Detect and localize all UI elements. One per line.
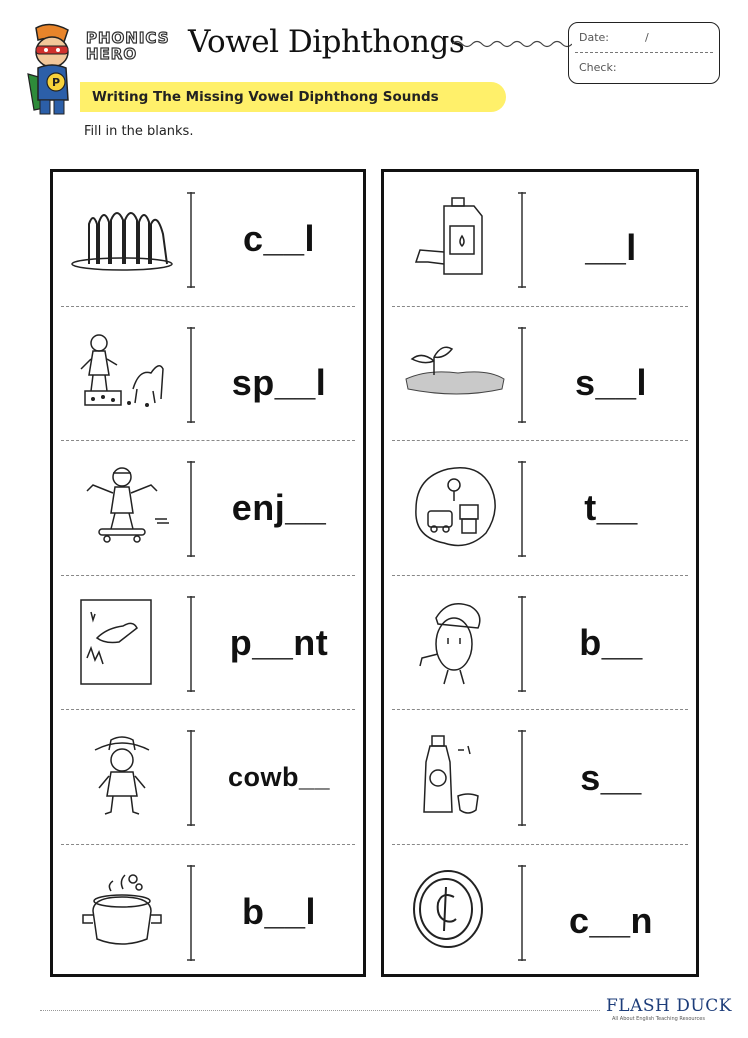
word-blank: c__l — [242, 218, 316, 260]
word-blank: s__l — [574, 361, 648, 403]
word-blank: b__ — [579, 622, 643, 664]
word-blank: enj__ — [231, 487, 327, 529]
word-row — [53, 307, 363, 442]
date-separator: / — [645, 31, 649, 44]
left-word-column — [50, 169, 366, 977]
oil-can-icon — [398, 194, 508, 284]
soy-sauce-icon — [398, 732, 508, 822]
instruction-text: Fill in the blanks. — [84, 124, 194, 139]
word-row — [53, 710, 363, 845]
word-row — [384, 307, 696, 442]
separator-bar — [518, 865, 526, 961]
phonics-hero-mascot-icon — [22, 22, 82, 118]
separator-bar — [518, 327, 526, 423]
right-word-column — [381, 169, 699, 977]
separator-bar — [518, 461, 526, 557]
logo-tagline: All About English Teaching Resources — [612, 1016, 705, 1022]
word-row — [53, 172, 363, 307]
flash-duck-logo — [606, 996, 732, 1024]
separator-bar — [187, 192, 195, 288]
toys-icon — [398, 463, 508, 553]
boy-icon — [398, 598, 508, 688]
separator-bar — [187, 730, 195, 826]
separator-bar — [187, 327, 195, 423]
gardener-spoil-icon — [67, 329, 177, 419]
separator-bar — [187, 865, 195, 961]
word-row — [384, 710, 696, 845]
word-row — [384, 172, 696, 307]
date-label: Date: — [579, 31, 609, 44]
separator-bar — [518, 192, 526, 288]
skateboarder-icon — [67, 463, 177, 553]
word-blank: t__ — [584, 487, 638, 529]
word-row — [384, 441, 696, 576]
coin-icon — [398, 867, 508, 957]
coil-icon — [67, 194, 177, 284]
separator-bar — [518, 596, 526, 692]
word-blank: cowb__ — [227, 762, 331, 793]
phonics-hero-brand — [86, 30, 182, 70]
worksheet-subtitle: Writing The Missing Vowel Diphthong Sounds — [80, 82, 506, 112]
word-row — [53, 441, 363, 576]
word-blank: c__n — [568, 900, 654, 942]
separator-bar — [187, 461, 195, 557]
word-blank: s__ — [580, 756, 642, 798]
date-check-divider — [575, 52, 713, 53]
word-row — [53, 845, 363, 980]
word-blank: p__nt — [229, 622, 329, 664]
brand-line-2: HERO — [86, 45, 138, 63]
brand-line-1: PHONICS — [86, 29, 170, 47]
word-blank: b__l — [241, 891, 317, 933]
page-title: Vowel Diphthongs — [188, 24, 465, 60]
footer-dotted-line — [40, 1010, 600, 1011]
painting-icon — [67, 598, 177, 688]
svg-text:P: P — [52, 76, 61, 89]
date-check-box — [568, 22, 720, 84]
check-label: Check: — [579, 61, 617, 74]
soil-sprout-icon — [398, 329, 508, 419]
separator-bar — [518, 730, 526, 826]
logo-text: FLASH DUCK — [606, 996, 732, 1016]
cowboy-icon — [67, 732, 177, 822]
word-blank: __l — [585, 227, 637, 269]
word-row — [384, 576, 696, 711]
word-row — [53, 576, 363, 711]
word-row — [384, 845, 696, 980]
separator-bar — [187, 596, 195, 692]
word-blank: sp__l — [231, 361, 327, 403]
boiling-pot-icon — [67, 867, 177, 957]
decorative-wave-line — [452, 36, 572, 52]
